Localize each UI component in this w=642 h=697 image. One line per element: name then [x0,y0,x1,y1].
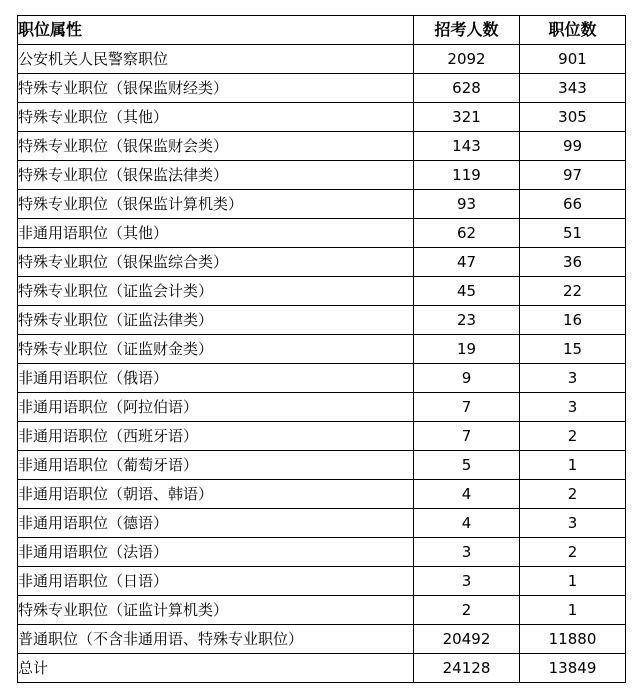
cell-position-count: 305 [520,103,626,132]
cell-position-attribute: 非通用语职位（其他） [18,219,414,248]
table-body [18,45,626,683]
cell-position-count: 16 [520,306,626,335]
cell-applicant-count: 4 [414,480,520,509]
cell-position-count: 66 [520,190,626,219]
table-row [18,306,626,335]
cell-applicant-count: 45 [414,277,520,306]
cell-applicant-count: 62 [414,219,520,248]
cell-position-count: 2 [520,480,626,509]
header-position-count: 职位数 [520,16,626,45]
cell-applicant-count: 143 [414,132,520,161]
cell-position-count: 11880 [520,625,626,654]
cell-position-attribute: 非通用语职位（日语） [18,567,414,596]
table-row [18,625,626,654]
table-row [18,161,626,190]
cell-applicant-count: 2 [414,596,520,625]
cell-position-attribute: 普通职位（不含非通用语、特殊专业职位） [18,625,414,654]
table-row [18,538,626,567]
cell-applicant-count: 2092 [414,45,520,74]
cell-applicant-count: 19 [414,335,520,364]
cell-position-count: 1 [520,451,626,480]
cell-position-attribute: 特殊专业职位（银保监法律类） [18,161,414,190]
cell-position-count: 3 [520,364,626,393]
table-header [18,16,626,45]
cell-position-count: 15 [520,335,626,364]
table-row [18,567,626,596]
cell-applicant-count: 20492 [414,625,520,654]
table-row [18,364,626,393]
table-row [18,190,626,219]
cell-position-attribute: 非通用语职位（西班牙语） [18,422,414,451]
cell-applicant-count: 9 [414,364,520,393]
table-row [18,219,626,248]
cell-applicant-count: 119 [414,161,520,190]
cell-position-attribute: 特殊专业职位（银保监财会类） [18,132,414,161]
cell-position-attribute: 非通用语职位（法语） [18,538,414,567]
cell-position-attribute: 特殊专业职位（证监法律类） [18,306,414,335]
cell-position-attribute: 非通用语职位（阿拉伯语） [18,393,414,422]
cell-applicant-count: 7 [414,422,520,451]
table-row [18,480,626,509]
table-row [18,451,626,480]
cell-applicant-count: 7 [414,393,520,422]
table-row [18,596,626,625]
cell-position-count: 22 [520,277,626,306]
table-row [18,248,626,277]
position-statistics-table [17,15,626,683]
cell-position-attribute: 特殊专业职位（银保监财经类） [18,74,414,103]
cell-position-attribute: 特殊专业职位（其他） [18,103,414,132]
cell-position-count: 901 [520,45,626,74]
cell-position-count: 1 [520,567,626,596]
header-applicant-count: 招考人数 [414,16,520,45]
cell-position-count: 2 [520,538,626,567]
cell-position-count: 99 [520,132,626,161]
cell-position-attribute: 非通用语职位（俄语） [18,364,414,393]
cell-position-count: 36 [520,248,626,277]
cell-position-count: 3 [520,509,626,538]
cell-applicant-count: 47 [414,248,520,277]
table-row [18,277,626,306]
cell-applicant-count: 321 [414,103,520,132]
cell-position-count: 13849 [520,654,626,683]
cell-position-attribute: 特殊专业职位（证监财金类） [18,335,414,364]
cell-applicant-count: 628 [414,74,520,103]
header-row [18,16,626,45]
cell-position-attribute: 公安机关人民警察职位 [18,45,414,74]
cell-position-attribute: 特殊专业职位（证监会计类） [18,277,414,306]
cell-position-attribute: 特殊专业职位（银保监计算机类） [18,190,414,219]
cell-applicant-count: 3 [414,538,520,567]
cell-position-count: 343 [520,74,626,103]
cell-position-count: 2 [520,422,626,451]
cell-position-attribute: 特殊专业职位（证监计算机类） [18,596,414,625]
cell-applicant-count: 93 [414,190,520,219]
cell-applicant-count: 23 [414,306,520,335]
table-row [18,103,626,132]
cell-applicant-count: 3 [414,567,520,596]
cell-position-attribute: 非通用语职位（德语） [18,509,414,538]
table-row [18,335,626,364]
cell-position-attribute: 总计 [18,654,414,683]
table-row [18,132,626,161]
cell-position-count: 51 [520,219,626,248]
cell-position-count: 97 [520,161,626,190]
cell-position-count: 1 [520,596,626,625]
cell-position-attribute: 特殊专业职位（银保监综合类） [18,248,414,277]
cell-applicant-count: 5 [414,451,520,480]
table-row [18,422,626,451]
cell-applicant-count: 4 [414,509,520,538]
cell-position-attribute: 非通用语职位（朝语、韩语） [18,480,414,509]
table-row [18,45,626,74]
cell-position-attribute: 非通用语职位（葡萄牙语） [18,451,414,480]
table-row [18,393,626,422]
table-row [18,654,626,683]
table-row [18,509,626,538]
cell-applicant-count: 24128 [414,654,520,683]
table-row [18,74,626,103]
header-position-attribute: 职位属性 [18,16,414,45]
cell-position-count: 3 [520,393,626,422]
